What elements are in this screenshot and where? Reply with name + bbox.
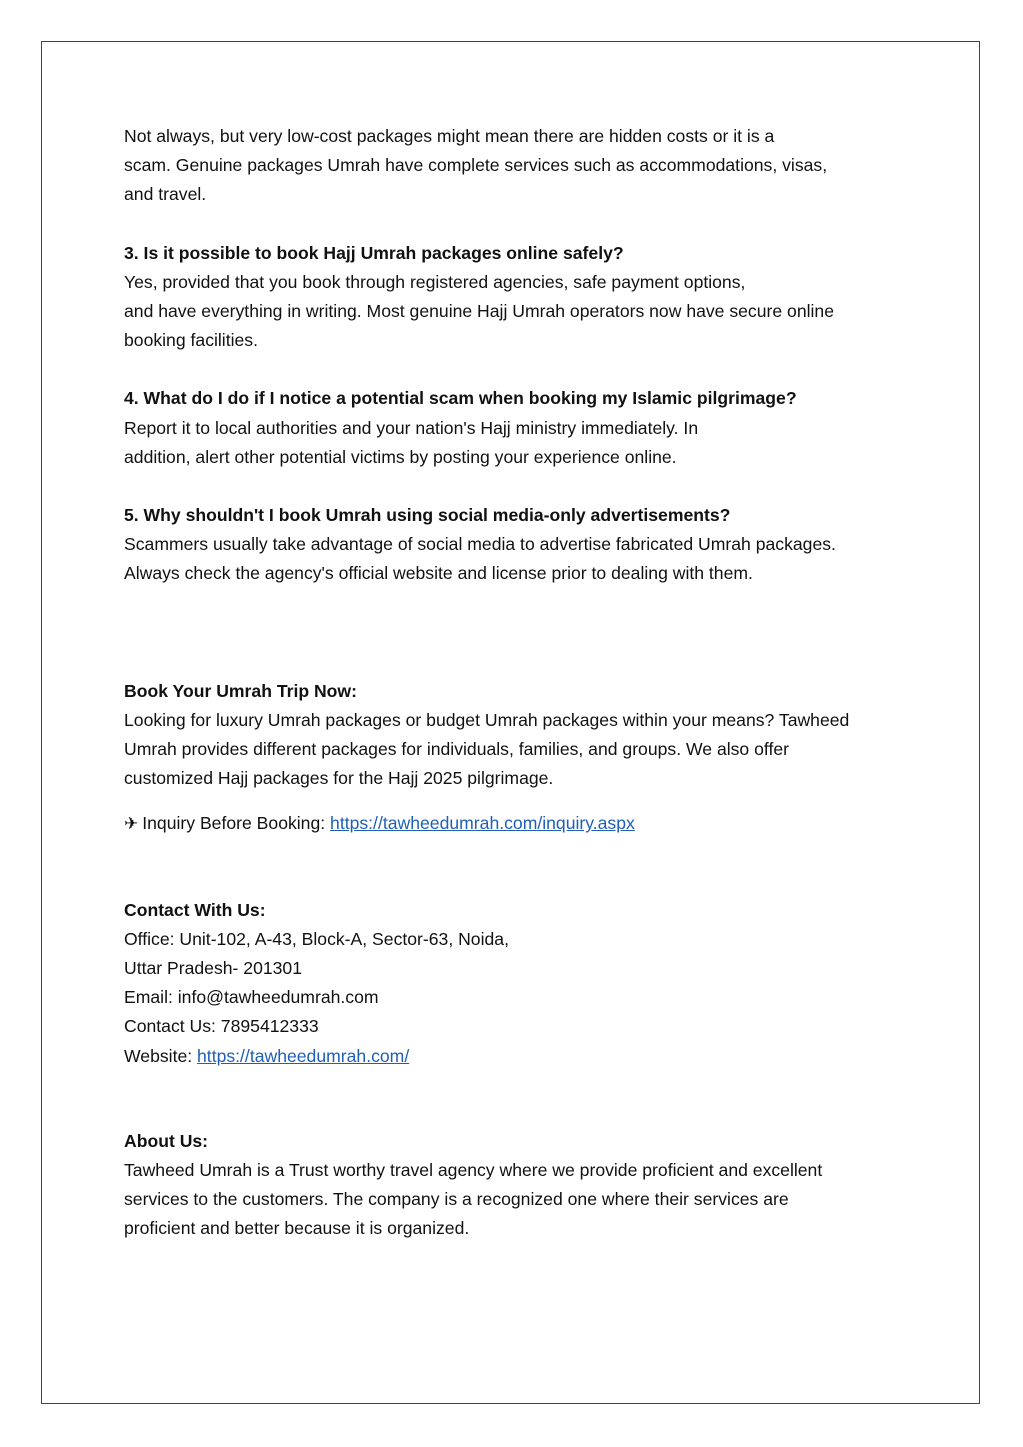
document-body <box>124 122 914 1244</box>
inquiry-line <box>124 809 914 839</box>
faq-question: 4. What do I do if I notice a potential scam when booking my Islamic pilgrimage? <box>124 388 797 409</box>
office-address-line1: Office: Unit-102, A-43, Block-A, Sector-63, Noida, <box>124 928 509 949</box>
book-line: customized Hajj packages for the Hajj 2025 pilgrimage. <box>124 768 554 789</box>
intro-paragraph <box>124 122 914 210</box>
faq-answer-line: Yes, provided that you book through registered agencies, safe payment options, <box>124 271 746 292</box>
faq-answer-line: booking facilities. <box>124 330 258 351</box>
faq-answer-line: and have everything in writing. Most genuine Hajj Umrah operators now have secure online <box>124 301 835 322</box>
intro-line: and travel. <box>124 184 207 205</box>
website-link[interactable]: https://tawheedumrah.com/ <box>197 1045 410 1066</box>
contact-email: Email: info@tawheedumrah.com <box>124 987 379 1008</box>
faq-item-5 <box>124 501 914 589</box>
book-heading: Book Your Umrah Trip Now: <box>124 680 357 701</box>
office-address-line2: Uttar Pradesh- 201301 <box>124 958 302 979</box>
faq-item-3 <box>124 239 914 356</box>
intro-line: Not always, but very low-cost packages might mean there are hidden costs or it is a <box>124 126 775 146</box>
inquiry-label: Inquiry Before Booking: <box>142 813 331 834</box>
book-line: Looking for luxury Umrah packages or budget Umrah packages within your means? Tawheed <box>124 709 850 730</box>
faq-question: 3. Is it possible to book Hajj Umrah packages online safely? <box>124 242 624 263</box>
airplane-icon: ✈ <box>124 814 139 835</box>
about-line: proficient and better because it is organized. <box>124 1218 470 1239</box>
website-line <box>124 1042 914 1071</box>
about-line: services to the customers. The company is a recognized one where their services are <box>124 1189 789 1210</box>
intro-line: scam. Genuine packages Umrah have complete services such as accommodations, visas, <box>124 155 828 176</box>
faq-answer-line: Always check the agency's official website and license prior to dealing with them. <box>124 563 753 584</box>
contact-phone: Contact Us: 7895412333 <box>124 1016 319 1037</box>
book-line: Umrah provides different packages for individuals, families, and groups. We also offer <box>124 739 789 760</box>
contact-heading: Contact With Us: <box>124 899 266 920</box>
contact-section <box>124 896 914 1071</box>
about-heading: About Us: <box>124 1130 209 1151</box>
faq-item-4 <box>124 384 914 472</box>
book-section <box>124 677 914 840</box>
faq-answer-line: addition, alert other potential victims by posting your experience online. <box>124 446 677 467</box>
inquiry-link[interactable]: https://tawheedumrah.com/inquiry.aspx <box>330 813 635 834</box>
website-label: Website: <box>124 1045 198 1066</box>
faq-question: 5. Why shouldn't I book Umrah using social media-only advertisements? <box>124 505 731 526</box>
faq-answer-line: Report it to local authorities and your nation's Hajj ministry immediately. In <box>124 417 699 438</box>
about-line: Tawheed Umrah is a Trust worthy travel agency where we provide proficient and excellent <box>124 1160 823 1181</box>
faq-answer-line: Scammers usually take advantage of social media to advertise fabricated Umrah packages. <box>124 534 836 555</box>
about-section <box>124 1127 914 1244</box>
